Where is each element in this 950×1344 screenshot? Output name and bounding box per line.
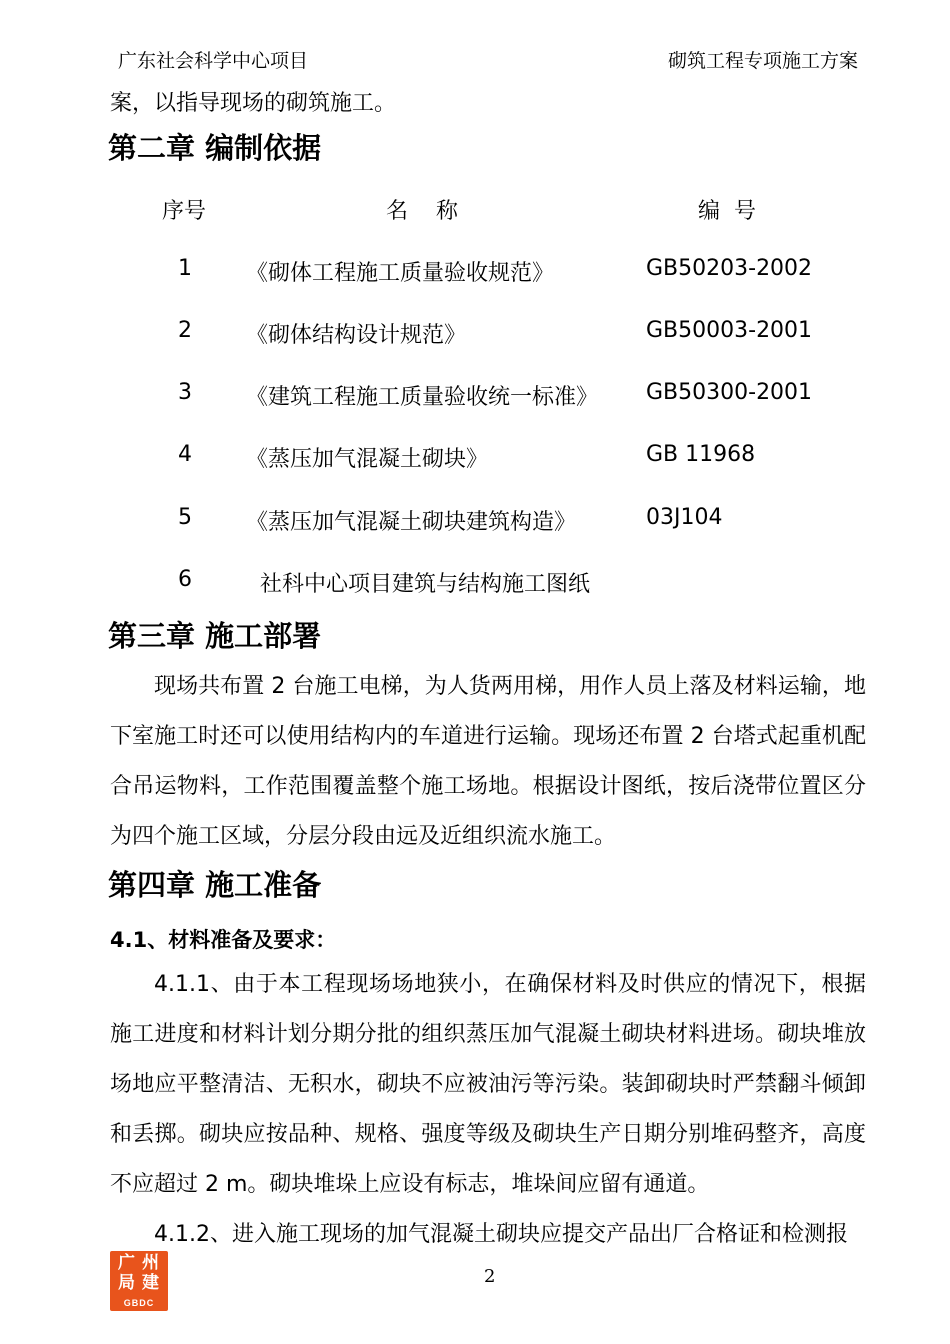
- section-4-1-title: 4.1、材料准备及要求：: [110, 928, 337, 952]
- table-row-6-name: 社科中心项目建筑与结构施工图纸: [246, 572, 590, 597]
- intro-line: 案，以指导现场的砌筑施工。: [110, 91, 397, 116]
- chapter-2-title: 第二章 编制依据: [108, 131, 322, 165]
- logo-char-1: 广: [118, 1253, 135, 1273]
- logo-char-2: 州: [142, 1253, 159, 1273]
- chapter-4-title: 第四章 施工准备: [108, 868, 322, 902]
- company-logo: [110, 1251, 168, 1311]
- table-row-4-name: 《蒸压加气混凝土砌块》: [246, 447, 489, 472]
- table-row-3-code: GB50300-2001: [646, 380, 813, 405]
- table-row-1-number: 1: [178, 256, 192, 281]
- table-row-3-name: 《建筑工程施工质量验收统一标准》: [246, 385, 599, 410]
- table-row-1-name: 《砌体工程施工质量验收规范》: [246, 261, 555, 286]
- table-header-code: 编 号: [698, 199, 756, 224]
- table-row-5-number: 5: [178, 505, 192, 530]
- page-number: 2: [484, 1266, 496, 1287]
- header-project-name: 广东社会科学中心项目: [118, 50, 309, 72]
- table-row-5-name: 《蒸压加气混凝土砌块建筑构造》: [246, 510, 577, 535]
- table-row-5-code: 03J104: [646, 505, 723, 530]
- table-row-2-number: 2: [178, 318, 192, 343]
- table-header-number: 序号: [162, 199, 207, 224]
- table-row-1-code: GB50203-2002: [646, 256, 813, 281]
- table-row-3-number: 3: [178, 380, 192, 405]
- table-row-2-code: GB50003-2001: [646, 318, 813, 343]
- table-row-6-number: 6: [178, 567, 192, 592]
- table-header-name: 名 称: [386, 199, 458, 224]
- logo-char-3: 局: [118, 1273, 135, 1293]
- table-row-2-name: 《砌体结构设计规范》: [246, 323, 467, 348]
- chapter-3-title: 第三章 施工部署: [108, 619, 322, 653]
- section-4-1-1-paragraph: 4.1.1、由于本工程现场场地狭小，在确保材料及时供应的情况下，根据施工进度和材料计划分期分批的组织蒸压加气混凝土砌块材料进场。砌块堆放场地应平整清洁、无积水，砌块不应被油污等污染。装卸砌块时严禁翻斗倾卸和丢掷。砌块应按品种、规格、强度等级及砌块生产日期分别堆码整齐，高度不应超过 2 m。砌块堆垛上应设有标志，堆垛间应留有通道。: [110, 972, 866, 1197]
- logo-char-4: 建: [142, 1273, 159, 1293]
- table-row-4-number: 4: [178, 442, 192, 467]
- logo-english-text: GBDC: [123, 1298, 155, 1308]
- header-document-title: 砌筑工程专项施工方案: [667, 50, 858, 72]
- section-4-1-2-paragraph: 4.1.2、进入施工现场的加气混凝土砌块应提交产品出厂合格证和检测报: [154, 1222, 848, 1247]
- table-row-4-code: GB 11968: [646, 442, 756, 467]
- chapter-3-paragraph: 现场共布置 2 台施工电梯，为人货两用梯，用作人员上落及材料运输，地下室施工时还可以使用结构内的车道进行运输。现场还布置 2 台塔式起重机配合吊运物料，工作范围覆盖整个施工场地。根据设计图纸，按后浇带位置区分为四个施工区域，分层分段由远及近组织流水施工。: [110, 674, 866, 849]
